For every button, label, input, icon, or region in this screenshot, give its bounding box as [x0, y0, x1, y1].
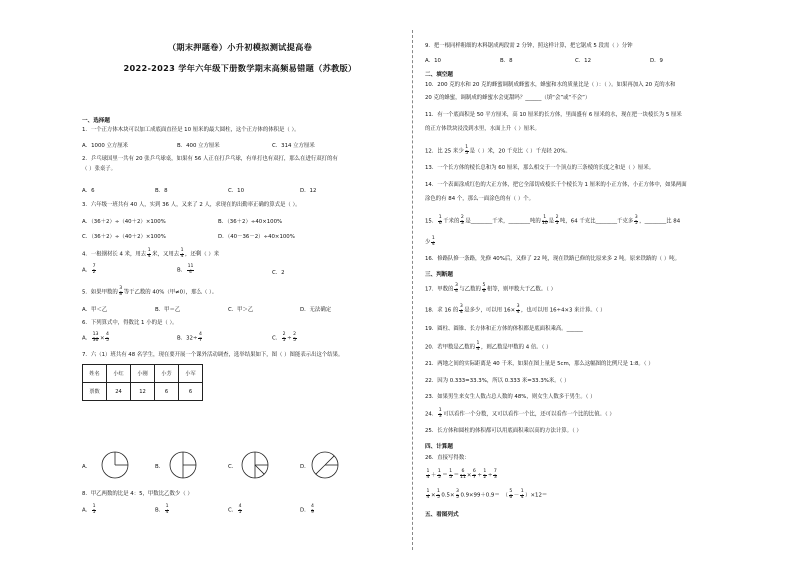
q1-option-c: C．314 立方厘米 — [272, 143, 315, 149]
question-15: 15． $\frac{1}{6}$ 千米的 $\frac{2}{3}$ 是________千米，________吨的 $\frac{1}{10}$ 是 $\frac{2}{5}$ 吨，64 千克比________千克多 $\frac{3}{5}$ ，________比 84 — [425, 215, 681, 226]
question-25: 25．长方体和圆柱的体积都可以用底面积乘以高的方法计算。（ ） — [425, 428, 582, 434]
q3-option-b: B．（36＋2）÷40×100% — [218, 219, 283, 225]
question-3: 3．六年级一班共有 40 人，实到 36 人，又来了 2 人，求现在的出勤率正确的算式是（ ）。 — [82, 202, 301, 208]
question-12: 12．比 25 米少 $\frac{1}{5}$ 是（ ）米，20 千克比（ ）千克轻 20%。 — [425, 145, 571, 156]
q3-option-c: C．（36＋2）÷（40＋2）×100% — [82, 234, 166, 240]
q5-option-c: C．甲＞乙 — [228, 307, 254, 313]
q5-option-d: D．无法确定 — [300, 307, 332, 313]
table-cell: 姓名 — [83, 365, 107, 383]
q7-option-d: D． — [300, 464, 310, 470]
table-cell: 6 — [155, 383, 179, 401]
pie-chart-d — [310, 450, 340, 480]
question-26: 26．直接写得数： — [425, 455, 470, 461]
q5-option-a: A．甲＜乙 — [82, 307, 108, 313]
question-23: 23．如果男生来女生人数占总人数的 48%，则女生人数多于男生。（ ） — [425, 394, 596, 400]
question-19: 19．圆柱、圆锥、长方体和正方体的体积都是底面积乘高。______ — [425, 326, 583, 332]
q1-option-a: A．1000 立方厘米 — [82, 143, 129, 149]
q2-option-b: B．8 — [155, 188, 168, 194]
table-cell: 票数 — [83, 383, 107, 401]
q6-option-b: B．32÷ $\frac{4}{7}$ — [177, 332, 202, 343]
question-11-cont: 的正方体铁块浸没到水里，水面上升（ ）厘米。 — [425, 126, 540, 132]
question-7: 7．六（1）班共有 48 名学生，现在要开展一个课外活动调查，选举结果如下，图（ ）图能表示出这个结果。 — [82, 352, 344, 358]
table-row — [83, 365, 203, 383]
column-divider — [412, 30, 413, 550]
q9-option-b: B．8 — [500, 58, 513, 64]
q8-option-c: C． $\frac{4}{5}$ — [228, 504, 242, 515]
q7-option-b: B． — [155, 464, 165, 470]
question-14: 14．一个表面涂成红色的大正方体，把它全部切成棱长千个棱长为 1 厘米的小正方体，小正方体中，如果两面 — [425, 182, 687, 188]
question-22: 22．因为 0.333=33.3%，所以 0.333 米=33.3%米。（ ） — [425, 378, 570, 384]
table-cell: 小刚 — [131, 365, 155, 383]
question-17: 17．甲数的 $\frac{3}{4}$ 与乙数的 $\frac{5}{6}$ 相等，则甲数大于乙数。（ ） — [425, 283, 556, 294]
question-2-cont: （ ）张桌子。 — [82, 166, 117, 172]
q8-option-a: A． $\frac{1}{5}$ — [82, 504, 96, 515]
question-20: 20．若甲数是乙数的 $\frac{1}{4}$ ，则乙数是甲数的 4 倍。（ ） — [425, 341, 552, 352]
question-4: 4．一根钢材长 4 米，用去 $\frac{1}{4}$ 米，又用去 $\frac{1}{4}$ ，还剩（ ）米 — [82, 248, 220, 259]
q3-option-d: D．（40－36－2）÷40×100% — [218, 234, 295, 240]
q6-option-a: A． $\frac{13}{36}$ × $\frac{4}{5}$ — [82, 332, 109, 343]
question-24: 24． $\frac{1}{3}$ 可以看作一个分数，又可以看作一个比，还可以看作一个比的比值。（ ） — [425, 408, 615, 419]
question-21: 21．两地之间的实际距离是 40 千米，如果在图上量是 5cm，那么这幅图的比例尺是 1:8。（ ） — [425, 361, 654, 367]
question-8: 8．甲乙两数的比是 4：5，甲数比乙数少（ ） — [82, 491, 193, 497]
table-cell: 24 — [107, 383, 131, 401]
table-cell: 小军 — [179, 365, 203, 383]
calc-line-2: $\frac{1}{4}$ × $\frac{1}{5}$ 0.5× $\frac{3}{5}$ 0.9×99＋0.9＝ （ $\frac{5}{6}$ － $\frac{1}{4}$ ）×12＝ — [426, 489, 548, 500]
q6-option-c: C． $\frac{2}{5}$ ÷ $\frac{2}{5}$ — [272, 332, 297, 343]
q9-option-c: C．12 — [575, 58, 592, 64]
section-fill-blank: 二、填空题 — [425, 72, 453, 78]
question-1: 1．一个正方体木块可以加工成底面直径是 10 厘米的最大圆柱，这个正方体的体积是（ ）。 — [82, 127, 300, 133]
q2-option-c: C．10 — [228, 188, 245, 194]
q1-option-b: B．400 立方厘米 — [177, 143, 220, 149]
question-9: 9．把一根同样粗细的木料锯成两段需 2 分钟，照这样计算，把它锯成 5 段需（ ）分钟 — [425, 43, 633, 49]
q3-option-a: A．（36＋2）÷（40＋2）×100% — [82, 219, 166, 225]
question-5: 5．如果甲数的 $\frac{3}{8}$ 等于乙数的 40%（甲≠0），那么（ ）。 — [82, 286, 218, 297]
question-14-cont: 涂色的有 84 个，那么一面涂色的有（ ）个。 — [425, 196, 535, 202]
q2-option-a: A．6 — [82, 188, 95, 194]
question-18: 18．求 16 的 $\frac{3}{4}$ 是多少，可以用 16× $\frac{3}{4}$ ，也可以用 16÷4×3 来计算。（ ） — [425, 304, 606, 315]
question-13: 13．一个长方体的棱长总和为 60 厘米，那么相交于一个顶点的三条棱的长度之和是（ ）厘米。 — [425, 165, 655, 171]
question-6: 6．下列算式中，得数比 1 小的是（ ）。 — [82, 320, 178, 326]
question-10: 10．200 克的水和 20 克的蜂蜜调制成蜂蜜水，蜂蜜和水的质量比是（ ）：（ ）。如果再加入 20 克的水和 — [425, 82, 676, 88]
section-calculation: 四、计算题 — [425, 444, 453, 450]
table-cell: 6 — [179, 383, 203, 401]
table-cell: 小红 — [107, 365, 131, 383]
question-2: 2．乒乓球国里一共有 20 张乒乓球桌，如果有 56 人正在打乒乓球，有单打也有双打，那么在进行双打的有 — [82, 156, 338, 162]
q9-option-d: D．9 — [650, 58, 663, 64]
q9-option-a: A．10 — [425, 58, 441, 64]
vote-table — [82, 364, 203, 401]
pie-chart-c — [240, 450, 270, 480]
section-choice: 一、选择题 — [82, 118, 110, 124]
q4-option-a: A． $\frac{7}{2}$ — [82, 264, 96, 275]
q7-option-c: C． — [228, 464, 238, 470]
q8-option-b: B． $\frac{1}{4}$ — [155, 504, 169, 515]
section-picture-equation: 五、看图列式 — [425, 512, 459, 518]
question-15-cont: 少 $\frac{1}{4}$ — [425, 236, 435, 247]
pie-chart-a — [100, 450, 130, 480]
question-11: 11．有一个底面积是 50 平方厘米，高 10 厘米的长方体，里面盛有 6 厘米的水，现在把一块棱长为 5 厘米 — [425, 112, 682, 118]
calc-line-1: $\frac{1}{4}$ ＋ $\frac{1}{5}$ ＝ $\frac{1}{5}$ ＝ $\frac{6}{11}$ × $\frac{6}{7}$ ÷ $\frac{1}{2}$ ÷ $\frac{7}{3}$ — [426, 469, 497, 480]
section-true-false: 三、判断题 — [425, 272, 453, 278]
pie-chart-b — [168, 450, 198, 480]
q2-option-d: D．12 — [300, 188, 317, 194]
q7-option-a: A． — [82, 464, 92, 470]
question-10-cont: 20 克的蜂蜜，调制成的蜂蜜水会更甜吗？______（填“会”或“不会”） — [425, 95, 591, 101]
q5-option-b: B．甲＝乙 — [155, 307, 181, 313]
table-cell: 12 — [131, 383, 155, 401]
q4-option-b: B． $\frac{11}{4}$ — [177, 264, 194, 275]
table-row — [83, 383, 203, 401]
table-cell: 小芳 — [155, 365, 179, 383]
page-title: （期末押题卷）小升初模拟测试提高卷 — [167, 42, 313, 52]
question-16: 16．修路队修一条路，先修 40%后，又修了 22 吨，现在铁路已修的比原来多 2 吨。原来铁路的（ ）吨。 — [425, 256, 681, 262]
page-subtitle: 2022-2023 学年六年级下册数学期末高频易错题（苏教版） — [123, 63, 357, 73]
q4-option-c: C．2 — [272, 270, 285, 276]
q8-option-d: D． $\frac{4}{9}$ — [300, 504, 314, 515]
